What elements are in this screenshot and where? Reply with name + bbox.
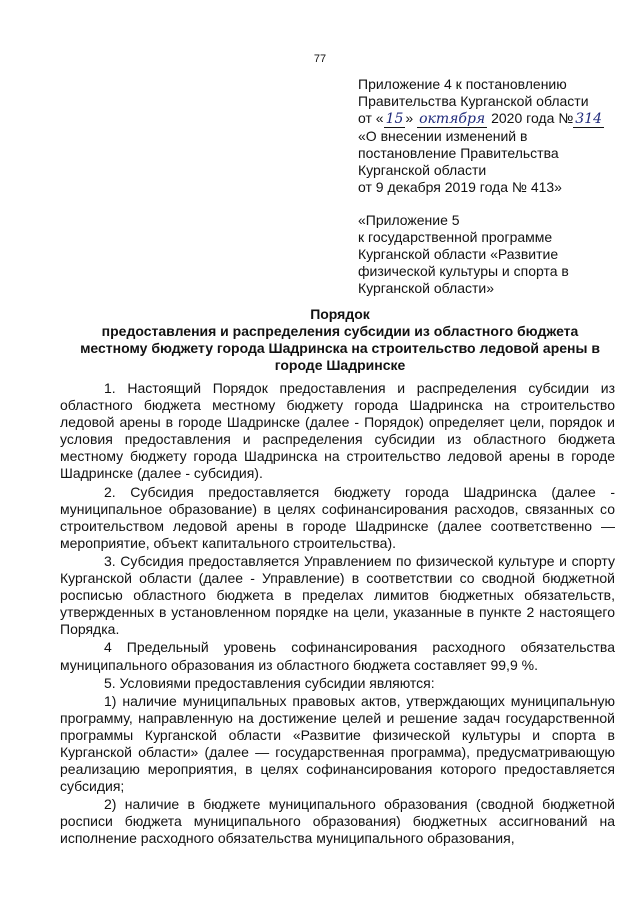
appendix-line: «Приложение 5 <box>358 212 460 228</box>
date-day-handwritten: 15 <box>385 111 404 127</box>
decree-number-handwritten: 314 <box>575 111 603 127</box>
header-block <box>358 76 608 297</box>
document-title <box>60 306 620 374</box>
header-line: Правительства Курганской области <box>358 93 589 109</box>
document-body <box>60 380 615 849</box>
title-line: предоставления и распределения субсидии из областного бюджета <box>101 323 579 339</box>
header-line: Курганской области <box>358 162 487 178</box>
header-line: постановление Правительства <box>358 145 559 161</box>
appendix-line: к государственной программе <box>358 229 553 245</box>
header-date-line <box>358 110 608 128</box>
title-line: городе Шадринске <box>274 357 406 373</box>
header-line: от 9 декабря 2019 года № 413» <box>358 179 562 195</box>
date-suffix: 2020 года № <box>491 110 574 126</box>
paragraph-5-2: 2) наличие в бюджете муниципального образования (сводной бюджетной росписи бюджета муниципального образования) бюджетных ассигнований на исполнение расходного обязательства муниципального образования, <box>60 796 615 847</box>
paragraph-4: 4 Предельный уровень софинансирования расходного обязательства муниципального образования из областного бюджета составляет 99,9 %. <box>60 639 615 673</box>
date-month-handwritten: октября <box>419 111 486 127</box>
appendix-line: Курганской области «Развитие <box>358 246 559 262</box>
page-number: 77 <box>313 53 327 65</box>
header-line: Приложение 4 к постановлению <box>358 76 567 92</box>
header-line: «О внесении изменений в <box>358 128 528 144</box>
paragraph-5-1: 1) наличие муниципальных правовых актов, утверждающих муниципальную программу, направленную на достижение целей и решение задач государственной программы Курганской области «Развитие физической культуры и спорта в Курганской области» (далее — государственная программа), предусматривающую реализацию мероприятия, в целях софинансирования которого предоставляется субсидия; <box>60 692 615 795</box>
date-prefix: от « <box>358 110 384 126</box>
paragraph-5: 5. Условиями предоставления субсидии являются: <box>104 674 435 691</box>
paragraph-3: 3. Субсидия предоставляется Управлением по физической культуре и спорту Курганской области (далее - Управление) в соответствии со сводной бюджетной росписью областного бюджета в пределах лимитов бюджетных обязательств, утвержденных в установленном порядке на цели, указанные в пункте 2 настоящего Порядка. <box>60 552 615 638</box>
paragraph-2: 2. Субсидия предоставляется бюджету города Шадринска (далее - муниципальное образование) в целях софинансирования расходов, связанных со строительством ледовой арены в городе Шадринске (далее соответственно — мероприятие, объект капитального строительства). <box>60 483 615 551</box>
appendix-line: Курганской области» <box>358 280 495 296</box>
paragraph-1: 1. Настоящий Порядок предоставления и распределения субсидии из областного бюджета местному бюджету города Шадринска на строительство ледовой арены в городе Шадринске (далее - Порядок) определяет цели, порядок и условия предоставления и распределения субсидии из областного бюджета местному бюджету города Шадринска на строительство ледовой арены в городе Шадринске (далее - субсидия). <box>60 380 615 482</box>
appendix-line: физической культуры и спорта в <box>358 263 569 279</box>
date-mid: » <box>405 110 414 126</box>
title-heading: Порядок <box>310 306 370 322</box>
title-line: местному бюджету города Шадринска на строительство ледовой арены в <box>80 340 600 356</box>
